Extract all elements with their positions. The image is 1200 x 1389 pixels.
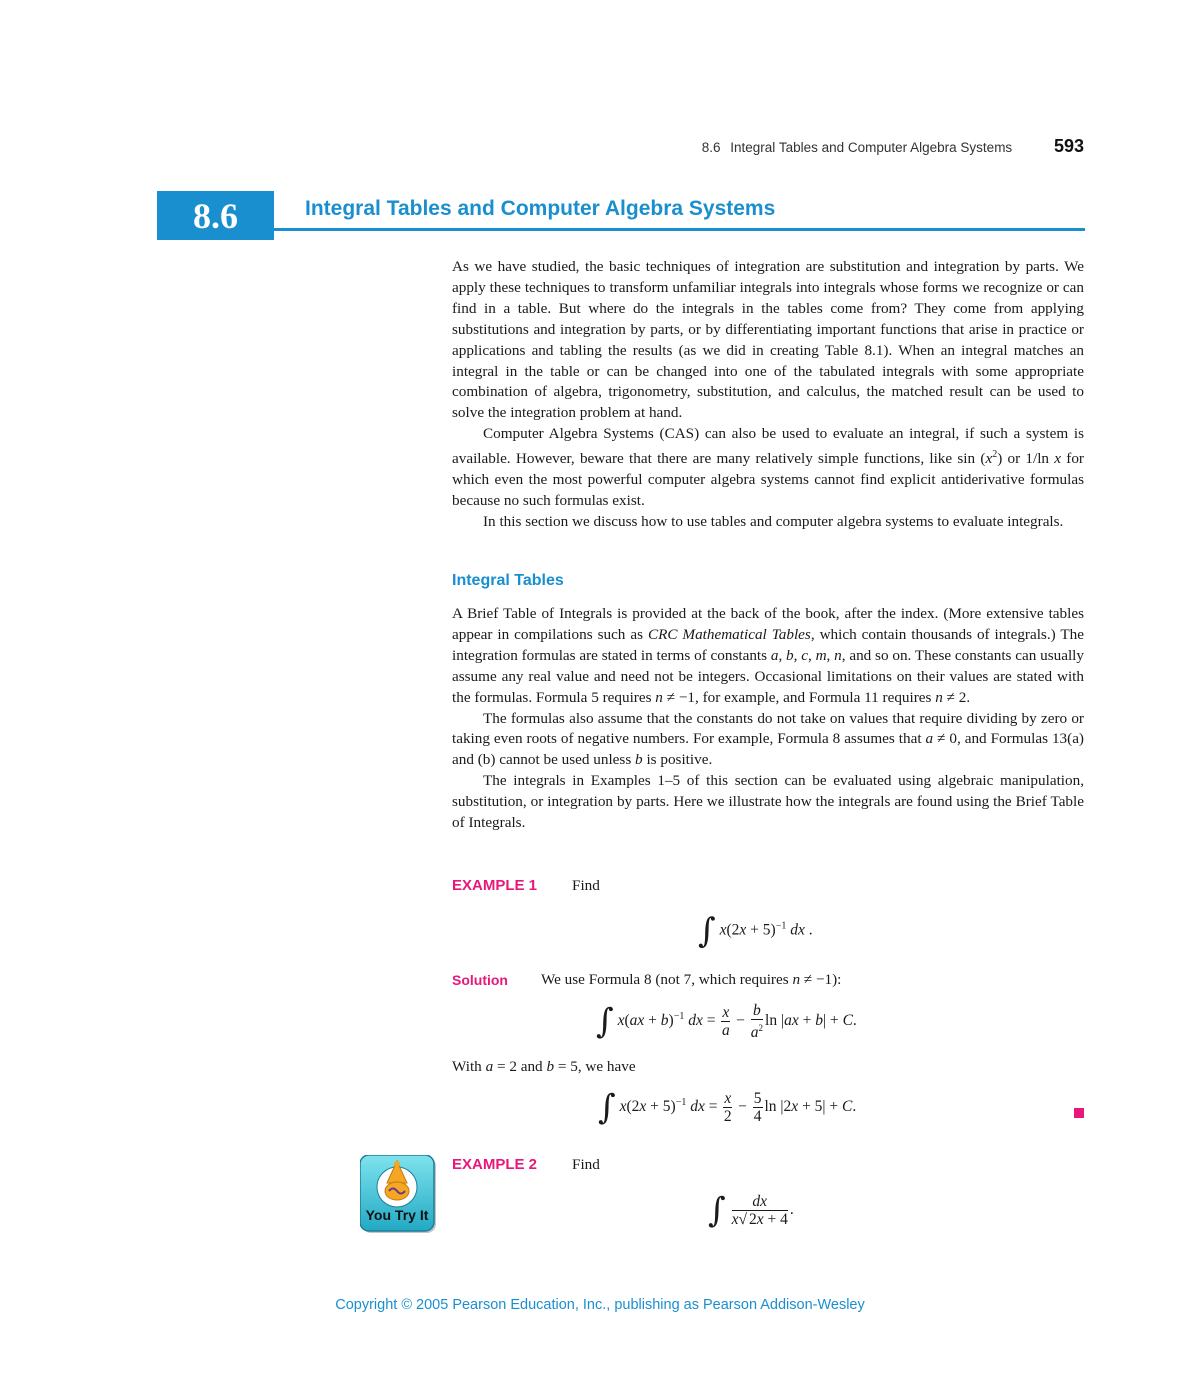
example-2-label: EXAMPLE 2 bbox=[452, 1156, 538, 1173]
subsection-title: Integral Tables bbox=[452, 572, 564, 589]
section-title: Integral Tables and Computer Algebra Systems bbox=[305, 197, 776, 220]
end-of-example-marker bbox=[1074, 1108, 1084, 1118]
you-try-it-label: You Try It bbox=[365, 1207, 429, 1223]
intro-paragraph-2: Computer Algebra Systems (CAS) can also be used to evaluate an integral, if such a system is available. However, beware that there are many relatively simple functions, like $\sin (x^2)$ or 1/ln x for which even the most powerful computer algebra systems cannot find explicit antiderivative formulas because no such formulas exist. bbox=[452, 425, 1084, 510]
intro-paragraph-1: As we have studied, the basic techniques of integration are substitution and integration by parts. We apply these techniques to transform unfamiliar integrals into integrals whose forms we recognize or can find in a table. But where do the integrals in the tables come from? They come from applying substitutions and integration by parts, or by differentiating important functions that arise in practice or applications and tabling the results (as we did in creating Table 8.1). When an integral matches an integral in the table or can be changed into one of the tabulated integrals with some appropriate combination of algebra, trigonometry, substitution, and calculus, the matched result can be used to solve the integration problem at hand. bbox=[452, 258, 1084, 422]
example-1-result: ∫ $x(2x + 5)^{-1}$ dx = $\frac{x}{2}$ − $\frac{5}{4}$ ln |2x + 5| + C. bbox=[598, 1087, 857, 1128]
intro-paragraph-3: In this section we discuss how to use tables and computer algebra systems to evaluate integrals. bbox=[483, 512, 1064, 530]
tables-text bbox=[452, 604, 1084, 834]
section-rule bbox=[274, 228, 1085, 231]
example-2-integral: ∫ $\frac{dx}{x√ 2x + 4}$ . bbox=[708, 1190, 794, 1231]
tables-paragraph-1: A Brief Table of Integrals is provided at the back of the book, after the index. (More extensive tables appear in compilations such as CRC Mathematical Tables, which contain thousands of integrals.) The integration formulas are stated in terms of constants a, b, c, m, n, and so on. These constants can usually assume any real value and need not be integers. Occasional limitations on their values are stated with the formulas. Formula 5 requires n ≠ −1, for example, and Formula 11 requires n ≠ 2. bbox=[452, 605, 1084, 706]
running-head-section: 8.6 bbox=[701, 140, 721, 155]
you-try-it-icon[interactable] bbox=[360, 1155, 438, 1235]
running-head bbox=[600, 136, 1084, 157]
page-number: 593 bbox=[1053, 136, 1084, 156]
tables-paragraph-2: The formulas also assume that the constants do not take on values that require dividing by zero or taking even roots of negative numbers. For example, Formula 8 assumes that a ≠ 0, and Formulas 13(a) and (b) cannot be used unless b is positive. bbox=[452, 709, 1084, 769]
example-1-integral: ∫ $x(2x + 5)^{-1}$ dx . bbox=[698, 911, 813, 951]
tables-paragraph-3: The integrals in Examples 1–5 of this section can be evaluated using algebraic manipulation, substitution, or integration by parts. Here we illustrate how the integrals are found using the Brief Table of Integrals. bbox=[452, 772, 1084, 832]
example-2-find: Find bbox=[572, 1156, 600, 1173]
intro-text bbox=[452, 257, 1084, 533]
formula-8: ∫ x(ax + b)$^{-1}$ dx = $\frac{x}{a}$ − $\frac{b}{a^2}$ ln |ax + b| + C. bbox=[596, 1001, 857, 1042]
solution-label: Solution bbox=[452, 972, 508, 988]
solution-text: We use Formula 8 (not 7, which requires n ≠ −1): bbox=[541, 971, 842, 988]
example-1-label: EXAMPLE 1 bbox=[452, 877, 538, 894]
example-1-find: Find bbox=[572, 877, 600, 894]
section-number-box: 8.6 bbox=[157, 191, 274, 240]
with-text: With a = 2 and b = 5, we have bbox=[452, 1058, 636, 1075]
copyright-notice: Copyright © 2005 Pearson Education, Inc., publishing as Pearson Addison-Wesley bbox=[335, 1297, 865, 1313]
running-head-title: Integral Tables and Computer Algebra Systems bbox=[730, 140, 1013, 155]
